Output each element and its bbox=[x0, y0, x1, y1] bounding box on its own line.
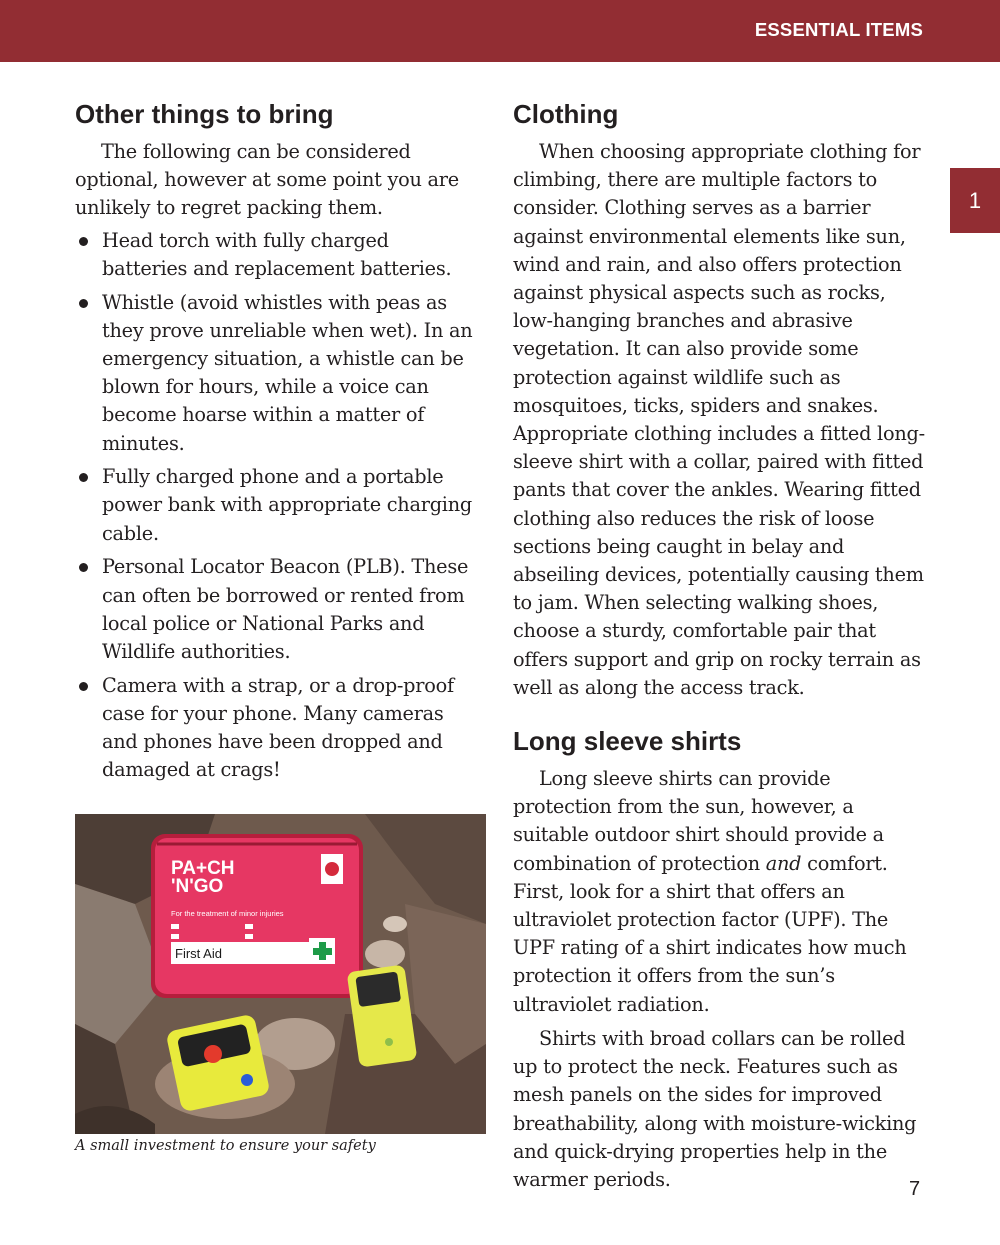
kit-brand-line2: 'N'GO bbox=[171, 876, 224, 897]
kit-brand-line1: PA+CH bbox=[171, 858, 235, 879]
photo-illustration bbox=[75, 814, 486, 1134]
list-item: Fully charged phone and a portable power bank with appropriate charging cable. bbox=[75, 463, 475, 548]
bullet-list bbox=[75, 227, 475, 785]
page-number: 7 bbox=[909, 1178, 921, 1200]
list-item: Head torch with fully charged batteries and replacement batteries. bbox=[75, 227, 475, 283]
left-column bbox=[75, 98, 475, 790]
kit-label: First Aid bbox=[175, 946, 222, 961]
header-bar bbox=[0, 0, 1000, 62]
shirts-paragraph-2: Shirts with broad collars can be rolled up to protect the neck. Features such as mesh panels on the sides for improved breathability, along with moisture-wicking and quick-drying properties help in the warmer periods. bbox=[513, 1026, 917, 1191]
heading-clothing: Clothing bbox=[513, 99, 619, 129]
chapter-tab: 1 bbox=[950, 168, 1000, 233]
intro-paragraph: The following can be considered optional, however at some point you are unlikely to regret packing them. bbox=[75, 140, 459, 220]
section-title: ESSENTIAL ITEMS bbox=[754, 19, 923, 40]
right-column bbox=[513, 98, 928, 1194]
clothing-paragraph: When choosing appropriate clothing for climbing, there are multiple factors to consider. Clothing serves as a barrier against environmental elements like sun, wind and rain, and also offers protection against physical aspects such as rocks, low-hanging branches and abrasive vegetation. It can also provide some protection against wildlife such as mosquitoes, ticks, spiders and snakes. Appropriate clothing includes a fitted long-sleeve shirt with a collar, paired with fitted pants that cover the ankles. Wearing fitted clothing also reduces the risk of loose sections being caught in belay and abseiling devices, potentially causing them to jam. When selecting walking shoes, choose a sturdy, comfortable pair that offers support and grip on rocky terrain as well as along the access track. bbox=[513, 140, 925, 699]
shirts-text-a: Long sleeve shirts can provide protection from the sun, however, a suitable outdoor shirt should provide a combination of protection bbox=[513, 767, 884, 875]
list-item: Whistle (avoid whistles with peas as they prove unreliable when wet). In an emergency situation, a whistle can be blown for hours, while a voice can become hoarse within a matter of minutes. bbox=[75, 289, 475, 458]
heading-other-things: Other things to bring bbox=[75, 99, 334, 129]
heading-long-sleeve-shirts: Long sleeve shirts bbox=[513, 726, 742, 757]
shirts-text-b: comfort. First, look for a shirt that offers an ultraviolet protection factor (UPF). The UPF rating of a shirt indicates how much protection it offers from the sun’s ultraviolet radiation. bbox=[513, 851, 907, 1016]
list-item: Personal Locator Beacon (PLB). These can often be borrowed or rented from local police or National Parks and Wildlife authorities. bbox=[75, 553, 475, 666]
shirts-paragraph-1 bbox=[513, 765, 928, 1019]
list-item: Camera with a strap, or a drop-proof case for your phone. Many cameras and phones have been dropped and damaged at crags! bbox=[75, 672, 475, 785]
kit-subtitle: For the treatment of minor injuries bbox=[171, 909, 284, 918]
first-aid-photo bbox=[75, 814, 486, 1134]
shirts-text-emphasis: and bbox=[765, 851, 802, 875]
photo-caption: A small investment to ensure your safety bbox=[75, 1138, 376, 1154]
first-aid-kit bbox=[151, 834, 363, 998]
